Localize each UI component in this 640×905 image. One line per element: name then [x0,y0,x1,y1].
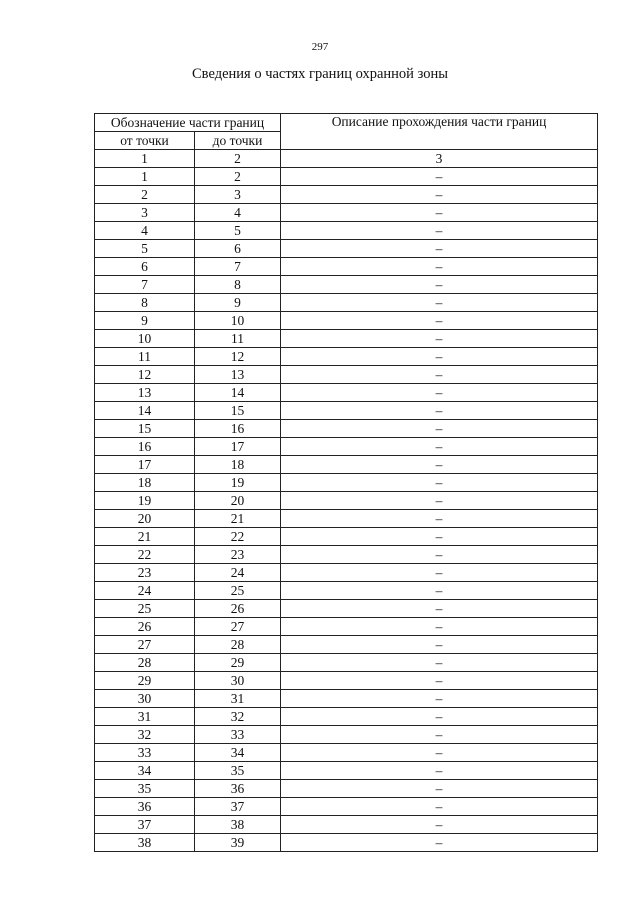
cell-to: 34 [195,744,281,762]
cell-from: 38 [95,834,195,852]
header-to: до точки [195,132,281,150]
cell-description: – [281,420,598,438]
table-row [95,294,598,312]
page-number: 297 [311,41,329,53]
cell-to: 12 [195,348,281,366]
cell-from: 1 [95,168,195,186]
column-number: 3 [281,150,598,168]
cell-description: – [281,582,598,600]
cell-description: – [281,492,598,510]
table-row [95,528,598,546]
borders-table [94,113,598,852]
table-row [95,654,598,672]
cell-from: 23 [95,564,195,582]
cell-from: 30 [95,690,195,708]
table-row [95,456,598,474]
cell-to: 35 [195,762,281,780]
cell-description: – [281,240,598,258]
header-description: Описание прохождения части границ [281,114,598,150]
cell-to: 21 [195,510,281,528]
cell-to: 31 [195,690,281,708]
cell-description: – [281,510,598,528]
cell-from: 4 [95,222,195,240]
table-row [95,510,598,528]
table-row [95,798,598,816]
cell-description: – [281,816,598,834]
cell-to: 36 [195,780,281,798]
cell-to: 39 [195,834,281,852]
table-row [95,222,598,240]
cell-to: 5 [195,222,281,240]
header-group: Обозначение части границ [95,114,281,132]
cell-to: 13 [195,366,281,384]
cell-from: 13 [95,384,195,402]
cell-description: – [281,708,598,726]
cell-from: 20 [95,510,195,528]
cell-from: 19 [95,492,195,510]
cell-description: – [281,600,598,618]
cell-from: 24 [95,582,195,600]
cell-description: – [281,762,598,780]
cell-to: 17 [195,438,281,456]
cell-description: – [281,744,598,762]
cell-to: 24 [195,564,281,582]
cell-description: – [281,222,598,240]
table-row [95,708,598,726]
cell-from: 6 [95,258,195,276]
table-row [95,744,598,762]
cell-from: 35 [95,780,195,798]
table-row [95,546,598,564]
cell-from: 5 [95,240,195,258]
cell-to: 2 [195,168,281,186]
cell-from: 34 [95,762,195,780]
cell-to: 22 [195,528,281,546]
cell-description: – [281,780,598,798]
table-row [95,492,598,510]
cell-to: 15 [195,402,281,420]
table-row [95,474,598,492]
cell-description: – [281,456,598,474]
cell-from: 7 [95,276,195,294]
cell-from: 25 [95,600,195,618]
cell-to: 14 [195,384,281,402]
cell-to: 19 [195,474,281,492]
cell-to: 3 [195,186,281,204]
table-row [95,564,598,582]
cell-to: 25 [195,582,281,600]
cell-from: 37 [95,816,195,834]
cell-from: 22 [95,546,195,564]
cell-to: 37 [195,798,281,816]
cell-description: – [281,564,598,582]
header-from: от точки [95,132,195,150]
cell-from: 27 [95,636,195,654]
cell-description: – [281,618,598,636]
table-row [95,672,598,690]
cell-description: – [281,330,598,348]
table-row [95,726,598,744]
table-row [95,168,598,186]
table-row [95,366,598,384]
cell-description: – [281,654,598,672]
table-row [95,582,598,600]
cell-to: 16 [195,420,281,438]
cell-description: – [281,798,598,816]
cell-to: 38 [195,816,281,834]
table-row [95,402,598,420]
cell-description: – [281,258,598,276]
cell-description: – [281,528,598,546]
cell-from: 29 [95,672,195,690]
cell-description: – [281,294,598,312]
cell-from: 12 [95,366,195,384]
table-row [95,816,598,834]
cell-from: 9 [95,312,195,330]
cell-to: 20 [195,492,281,510]
table-row [95,690,598,708]
table-row [95,420,598,438]
cell-to: 27 [195,618,281,636]
cell-to: 8 [195,276,281,294]
cell-description: – [281,366,598,384]
cell-to: 29 [195,654,281,672]
cell-to: 9 [195,294,281,312]
cell-to: 26 [195,600,281,618]
cell-description: – [281,402,598,420]
table-row [95,834,598,852]
cell-description: – [281,834,598,852]
cell-description: – [281,384,598,402]
cell-to: 23 [195,546,281,564]
cell-description: – [281,690,598,708]
cell-from: 28 [95,654,195,672]
cell-from: 3 [95,204,195,222]
cell-description: – [281,726,598,744]
cell-from: 33 [95,744,195,762]
cell-from: 15 [95,420,195,438]
cell-description: – [281,186,598,204]
cell-to: 11 [195,330,281,348]
cell-to: 30 [195,672,281,690]
cell-description: – [281,312,598,330]
cell-description: – [281,636,598,654]
cell-from: 2 [95,186,195,204]
cell-from: 21 [95,528,195,546]
cell-description: – [281,672,598,690]
cell-to: 32 [195,708,281,726]
table-row [95,312,598,330]
cell-from: 16 [95,438,195,456]
cell-description: – [281,168,598,186]
header-row [95,114,598,132]
cell-from: 8 [95,294,195,312]
cell-from: 26 [95,618,195,636]
cell-to: 6 [195,240,281,258]
table-row [95,186,598,204]
table-row [95,636,598,654]
table-row [95,438,598,456]
cell-to: 10 [195,312,281,330]
page-title: Сведения о частях границ охранной зоны [192,66,448,82]
cell-to: 33 [195,726,281,744]
column-number-row [95,150,598,168]
cell-to: 4 [195,204,281,222]
cell-description: – [281,348,598,366]
cell-from: 18 [95,474,195,492]
cell-from: 36 [95,798,195,816]
cell-description: – [281,204,598,222]
table-row [95,204,598,222]
cell-description: – [281,474,598,492]
cell-from: 11 [95,348,195,366]
table-row [95,240,598,258]
cell-from: 17 [95,456,195,474]
column-number: 2 [195,150,281,168]
cell-from: 10 [95,330,195,348]
table-row [95,258,598,276]
table-row [95,348,598,366]
table-row [95,618,598,636]
table-row [95,762,598,780]
table-row [95,600,598,618]
cell-description: – [281,276,598,294]
cell-to: 18 [195,456,281,474]
column-number: 1 [95,150,195,168]
cell-from: 32 [95,726,195,744]
cell-to: 7 [195,258,281,276]
table-row [95,780,598,798]
cell-description: – [281,438,598,456]
table-row [95,276,598,294]
cell-to: 28 [195,636,281,654]
cell-description: – [281,546,598,564]
cell-from: 31 [95,708,195,726]
cell-from: 14 [95,402,195,420]
table-row [95,384,598,402]
table-row [95,330,598,348]
